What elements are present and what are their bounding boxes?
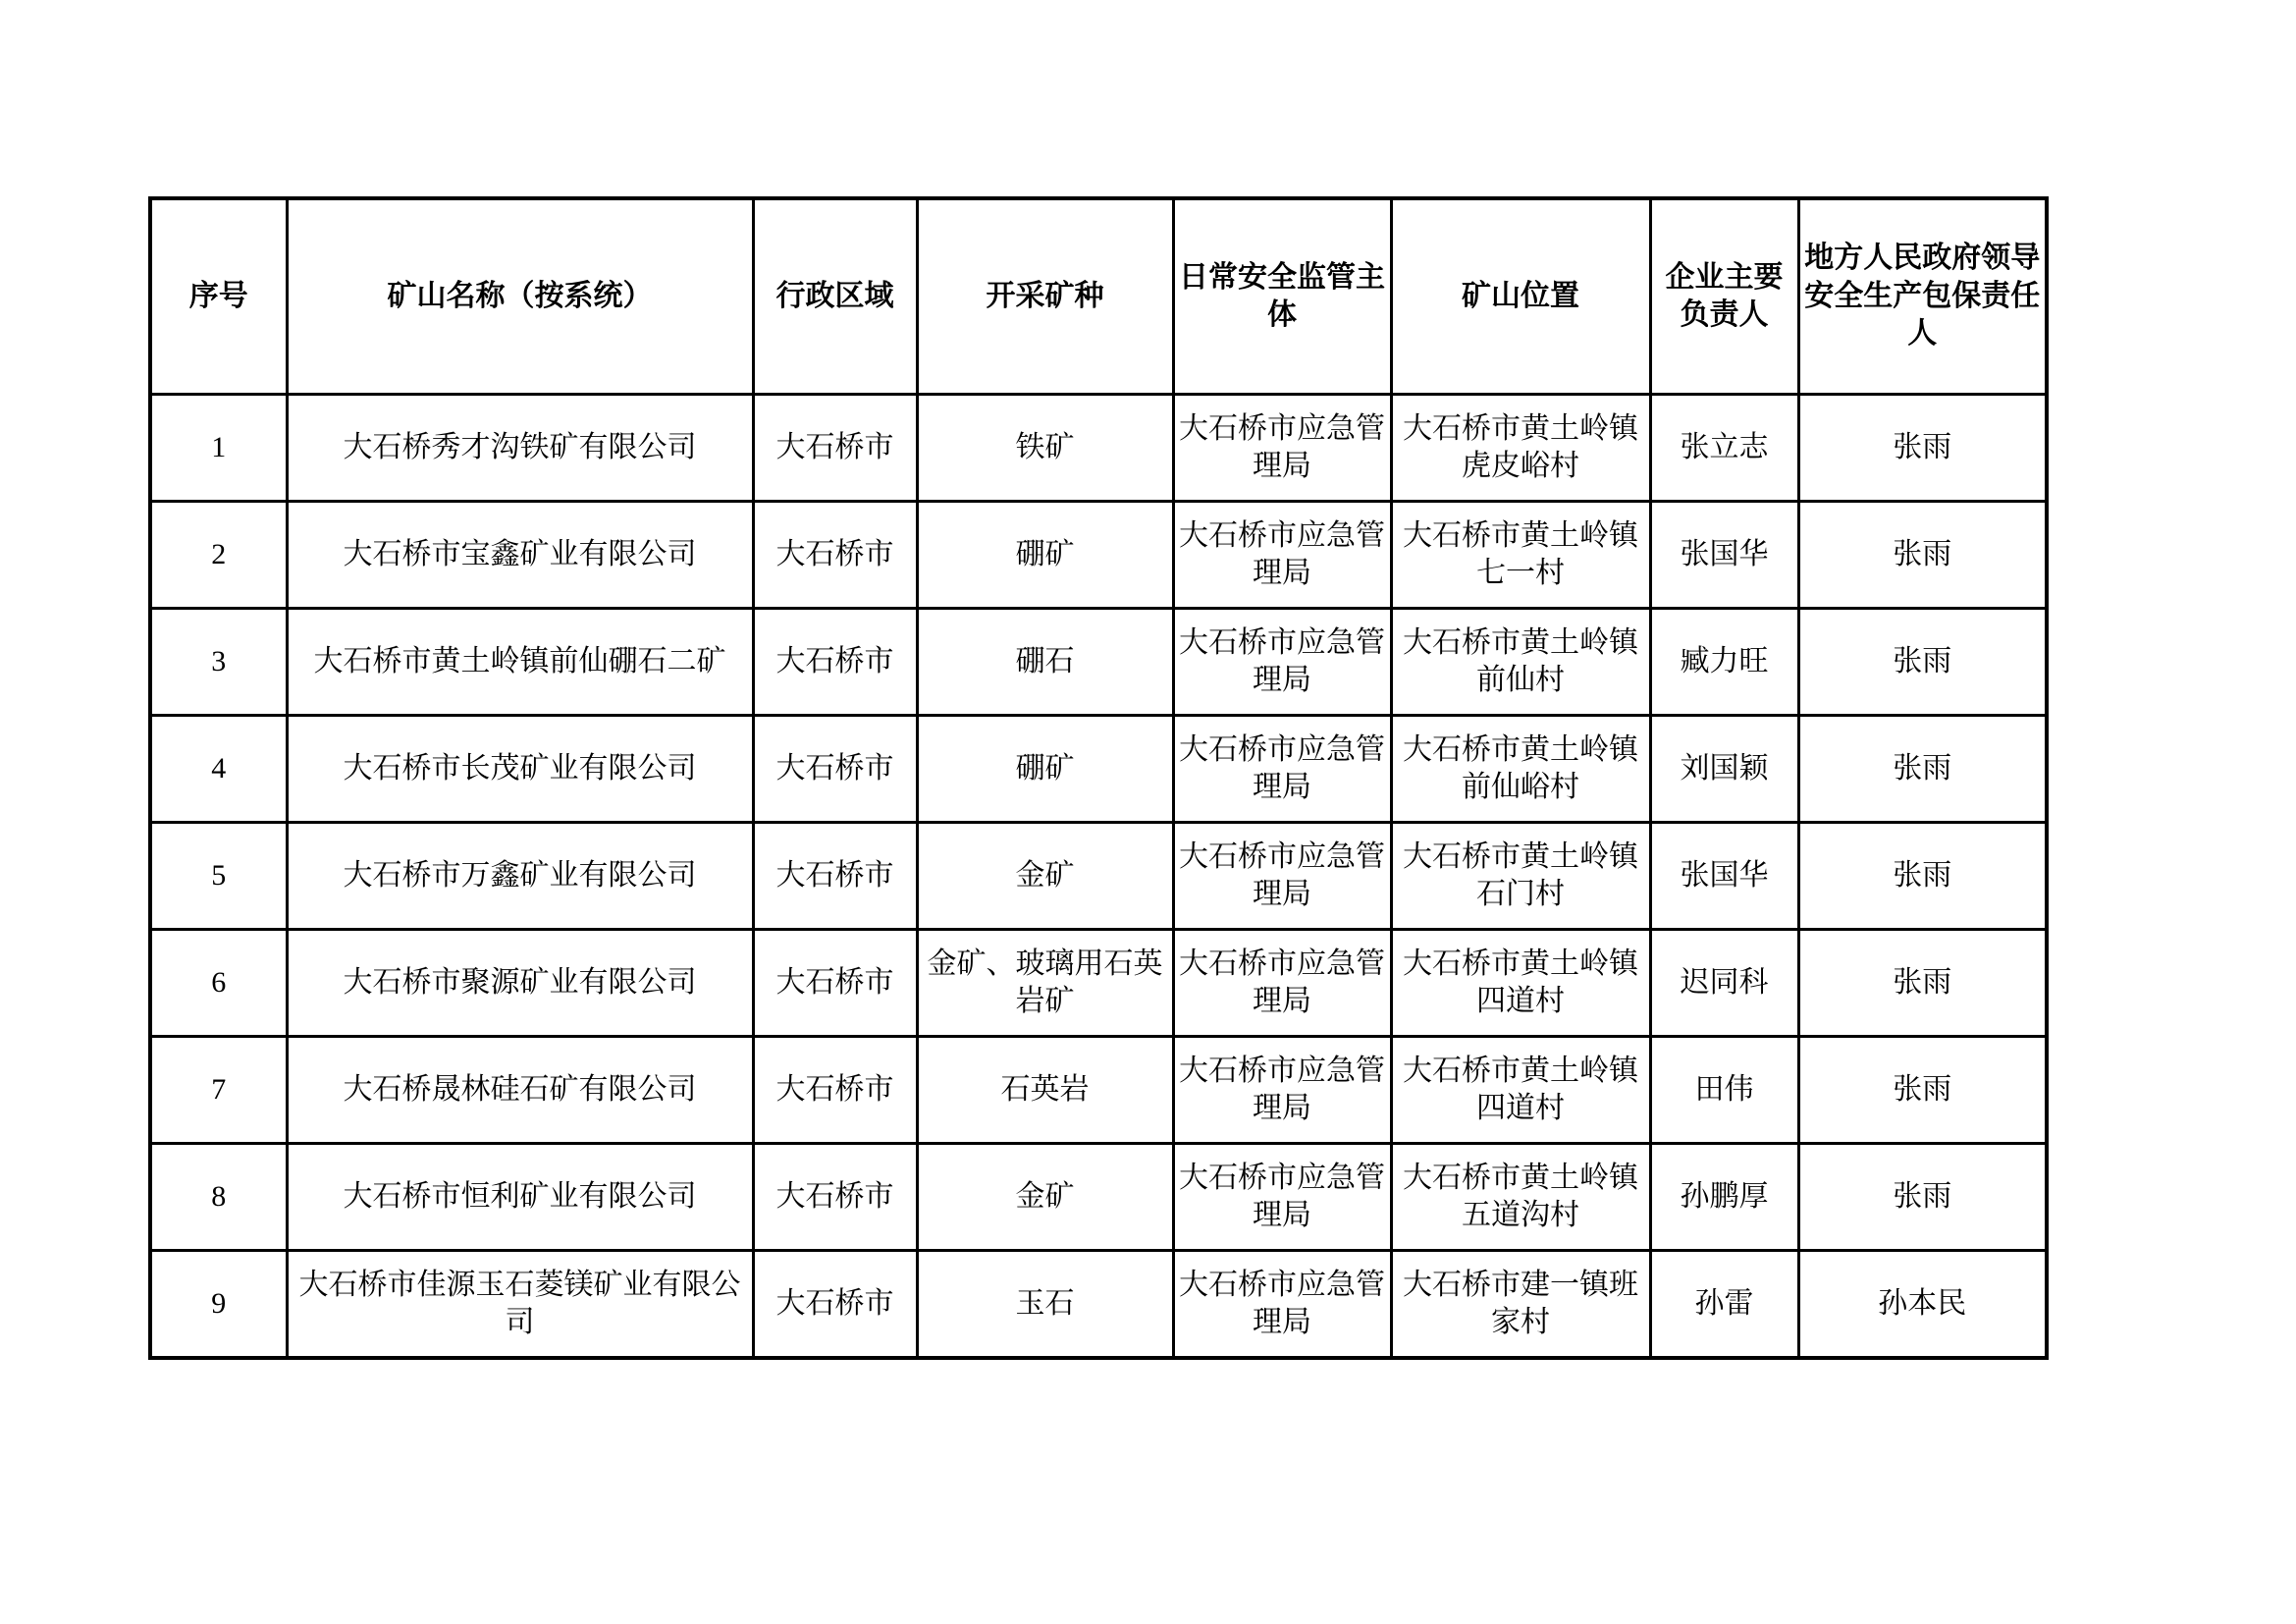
cell-gov-leader: 张雨 [1798,395,2047,502]
cell-region: 大石桥市 [753,609,917,716]
header-mine-name: 矿山名称（按系统） [287,198,753,395]
cell-gov-leader: 张雨 [1798,1037,2047,1144]
cell-supervisor: 大石桥市应急管理局 [1173,1037,1391,1144]
cell-mine-name: 大石桥市佳源玉石菱镁矿业有限公司 [287,1251,753,1359]
cell-location: 大石桥市黄土岭镇四道村 [1391,1037,1650,1144]
mine-safety-table [148,196,2049,1360]
cell-seq: 5 [150,823,287,930]
cell-region: 大石桥市 [753,823,917,930]
cell-principal: 张国华 [1650,823,1798,930]
cell-mineral: 硼石 [917,609,1173,716]
cell-mineral: 金矿 [917,823,1173,930]
cell-mineral: 金矿 [917,1144,1173,1251]
cell-mineral: 金矿、玻璃用石英岩矿 [917,930,1173,1037]
table-row [150,1251,2047,1359]
cell-region: 大石桥市 [753,395,917,502]
cell-mineral: 硼矿 [917,502,1173,609]
cell-gov-leader: 孙本民 [1798,1251,2047,1359]
cell-location: 大石桥市黄土岭镇五道沟村 [1391,1144,1650,1251]
cell-region: 大石桥市 [753,1251,917,1359]
cell-seq: 1 [150,395,287,502]
cell-seq: 8 [150,1144,287,1251]
cell-mineral: 玉石 [917,1251,1173,1359]
table-row [150,395,2047,502]
cell-supervisor: 大石桥市应急管理局 [1173,609,1391,716]
cell-mine-name: 大石桥市黄土岭镇前仙硼石二矿 [287,609,753,716]
header-region: 行政区域 [753,198,917,395]
cell-principal: 田伟 [1650,1037,1798,1144]
table-row [150,716,2047,823]
header-principal: 企业主要负责人 [1650,198,1798,395]
cell-principal: 张国华 [1650,502,1798,609]
cell-mineral: 铁矿 [917,395,1173,502]
cell-mine-name: 大石桥市聚源矿业有限公司 [287,930,753,1037]
cell-location: 大石桥市黄土岭镇前仙峪村 [1391,716,1650,823]
cell-gov-leader: 张雨 [1798,502,2047,609]
cell-principal: 刘国颖 [1650,716,1798,823]
cell-mine-name: 大石桥市长茂矿业有限公司 [287,716,753,823]
cell-region: 大石桥市 [753,930,917,1037]
table-row [150,1037,2047,1144]
cell-seq: 7 [150,1037,287,1144]
cell-seq: 9 [150,1251,287,1359]
cell-supervisor: 大石桥市应急管理局 [1173,502,1391,609]
cell-supervisor: 大石桥市应急管理局 [1173,930,1391,1037]
table-header-row [150,198,2047,395]
cell-gov-leader: 张雨 [1798,609,2047,716]
cell-location: 大石桥市黄土岭镇虎皮峪村 [1391,395,1650,502]
cell-principal: 臧力旺 [1650,609,1798,716]
cell-supervisor: 大石桥市应急管理局 [1173,823,1391,930]
cell-supervisor: 大石桥市应急管理局 [1173,1144,1391,1251]
table-row [150,502,2047,609]
cell-mineral: 石英岩 [917,1037,1173,1144]
table-row [150,930,2047,1037]
cell-supervisor: 大石桥市应急管理局 [1173,395,1391,502]
cell-seq: 2 [150,502,287,609]
header-supervisor: 日常安全监管主体 [1173,198,1391,395]
cell-principal: 张立志 [1650,395,1798,502]
cell-principal: 孙雷 [1650,1251,1798,1359]
cell-supervisor: 大石桥市应急管理局 [1173,1251,1391,1359]
cell-mine-name: 大石桥市宝鑫矿业有限公司 [287,502,753,609]
cell-location: 大石桥市黄土岭镇四道村 [1391,930,1650,1037]
header-gov-leader: 地方人民政府领导安全生产包保责任人 [1798,198,2047,395]
cell-location: 大石桥市黄土岭镇七一村 [1391,502,1650,609]
cell-principal: 迟同科 [1650,930,1798,1037]
table-row [150,609,2047,716]
cell-location: 大石桥市建一镇班家村 [1391,1251,1650,1359]
cell-gov-leader: 张雨 [1798,716,2047,823]
cell-region: 大石桥市 [753,1144,917,1251]
cell-seq: 6 [150,930,287,1037]
table-row [150,823,2047,930]
cell-location: 大石桥市黄土岭镇前仙村 [1391,609,1650,716]
cell-seq: 3 [150,609,287,716]
cell-supervisor: 大石桥市应急管理局 [1173,716,1391,823]
cell-mine-name: 大石桥市万鑫矿业有限公司 [287,823,753,930]
header-seq: 序号 [150,198,287,395]
cell-mine-name: 大石桥晟林硅石矿有限公司 [287,1037,753,1144]
cell-seq: 4 [150,716,287,823]
cell-gov-leader: 张雨 [1798,930,2047,1037]
cell-mine-name: 大石桥市恒利矿业有限公司 [287,1144,753,1251]
header-location: 矿山位置 [1391,198,1650,395]
header-mineral: 开采矿种 [917,198,1173,395]
cell-principal: 孙鹏厚 [1650,1144,1798,1251]
cell-gov-leader: 张雨 [1798,1144,2047,1251]
cell-mine-name: 大石桥秀才沟铁矿有限公司 [287,395,753,502]
table-row [150,1144,2047,1251]
cell-location: 大石桥市黄土岭镇石门村 [1391,823,1650,930]
cell-gov-leader: 张雨 [1798,823,2047,930]
cell-region: 大石桥市 [753,716,917,823]
cell-region: 大石桥市 [753,502,917,609]
cell-region: 大石桥市 [753,1037,917,1144]
cell-mineral: 硼矿 [917,716,1173,823]
